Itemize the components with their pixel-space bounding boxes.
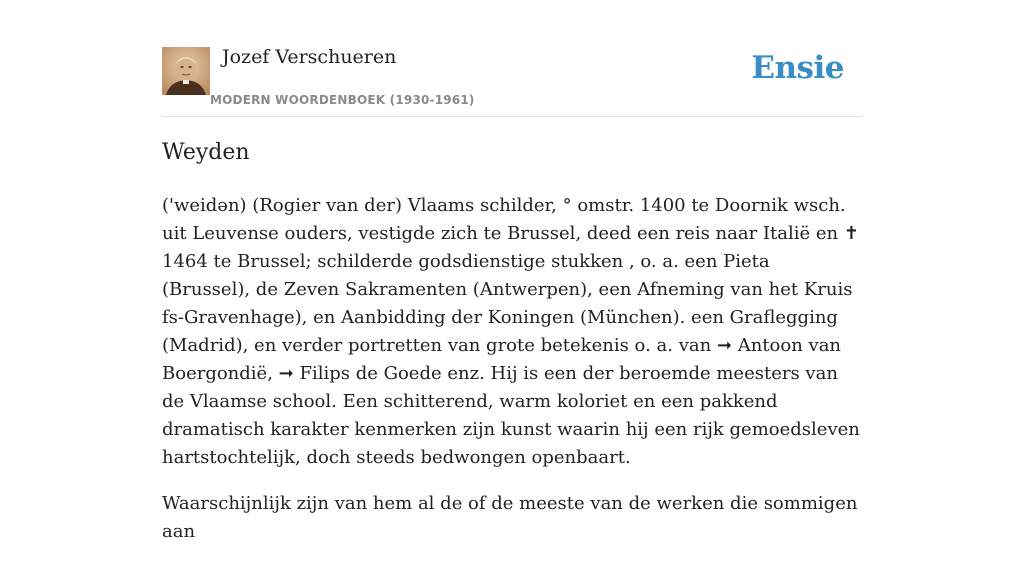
entry-header xyxy=(162,46,862,117)
entry-title: Weyden xyxy=(162,140,250,165)
portrait-photo-icon xyxy=(162,47,210,95)
brand-logo[interactable]: Ensie xyxy=(751,50,844,86)
author-avatar[interactable] xyxy=(162,47,210,95)
author-name[interactable]: Jozef Verschueren xyxy=(222,46,397,68)
entry-paragraph: ('weidən) (Rogier van der) Vlaams schilder, ° omstr. 1400 te Doornik wsch. uit Leuvense ouders, vestigde zich te Brussel, deed een reis naar Italië en ✝ 1464 te Brussel; schilderde godsdienstige stukken , o. a. een Pieta (Brussel), de Zeven Sakramenten (Antwerpen), een Afneming van het Kruis fs-Gravenhage), en Aanbidding der Koningen (München). een Graflegging (Madrid), en verder portretten van grote betekenis o. a. van ➞ Antoon van Boergondië, ➞ Filips de Goede enz. Hij is een der beroemde meesters van de Vlaamse school. Een schitterend, warm koloriet en een pakkend dramatisch karakter kenmerken zijn kunst waarin hij een rijk gemoedsleven hartstochtelijk, doch steeds bedwongen openbaart. xyxy=(162,195,860,468)
entry-body xyxy=(162,192,862,564)
entry-paragraph: Waarschijnlijk zijn van hem al de of de meeste van de werken die sommigen aan xyxy=(162,493,858,542)
source-name[interactable]: MODERN WOORDENBOEK (1930-1961) xyxy=(210,93,475,107)
